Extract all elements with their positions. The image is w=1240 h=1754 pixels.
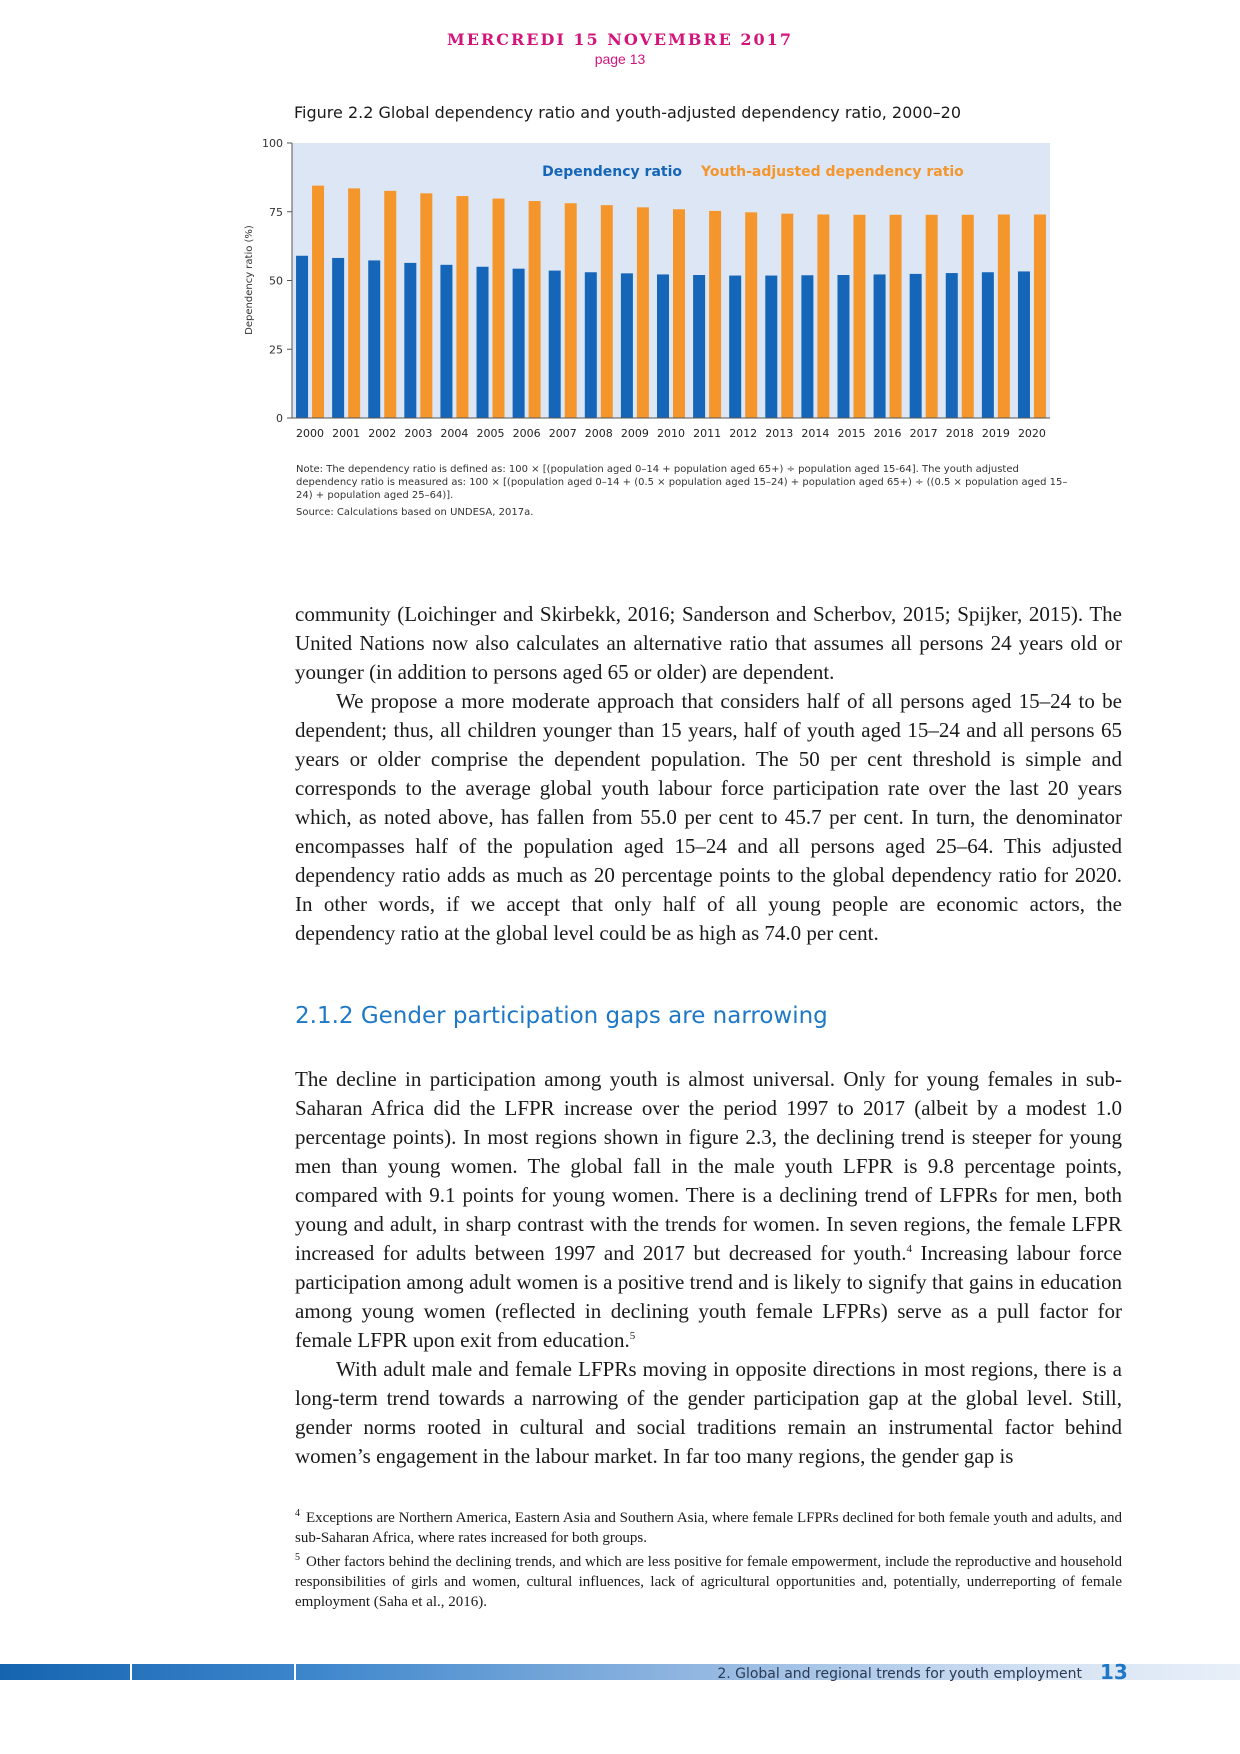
- x-tick-label: 2012: [729, 427, 758, 440]
- bar-youth-adjusted-2000: [312, 186, 324, 418]
- footer-page-number: 13: [1100, 1660, 1128, 1684]
- bar-youth-adjusted-2011: [709, 211, 721, 418]
- legend-dependency-ratio: Dependency ratio: [542, 164, 682, 180]
- bar-youth-adjusted-2009: [637, 207, 649, 418]
- bar-dependency-ratio-2018: [946, 273, 958, 418]
- footnote-mark: 5: [295, 1552, 300, 1563]
- footnote-4: [295, 1508, 1122, 1548]
- x-tick-label: 2016: [873, 427, 902, 440]
- bar-dependency-ratio-2015: [837, 275, 849, 418]
- bar-dependency-ratio-2001: [332, 258, 344, 418]
- footer-divider: [130, 1664, 132, 1680]
- x-tick-label: 2014: [801, 427, 830, 440]
- bar-dependency-ratio-2002: [368, 260, 380, 418]
- masthead-date: MERCREDI 15 NOVEMBRE 2017: [447, 30, 793, 49]
- footnotes: [295, 1508, 1122, 1616]
- footnote-ref-4[interactable]: 4: [906, 1243, 912, 1255]
- footnote-text: Other factors behind the declining trends, and which are less positive for female empowerment, include the reproductive and household responsibilities of girls and women, cultural influences, lack of agricultural opportunities and, potentially, underreporting of female employment (Saha et al., 2016).: [295, 1554, 1122, 1610]
- x-tick-label: 2015: [837, 427, 866, 440]
- x-tick-label: 2005: [476, 427, 505, 440]
- paragraph-text: Increasing labour force participation among adult women is a positive trend and is likely to signify that gains in education among young women (reflected in declining youth female LFPRs) serve as a pull factor for female LFPR upon exit from education.: [295, 1241, 1123, 1352]
- bar-dependency-ratio-2019: [982, 272, 994, 418]
- bar-dependency-ratio-2008: [585, 272, 597, 418]
- x-tick-label: 2003: [404, 427, 433, 440]
- bar-dependency-ratio-2000: [296, 256, 308, 418]
- bar-youth-adjusted-2007: [565, 203, 577, 418]
- x-tick-label: 2002: [368, 427, 397, 440]
- bar-dependency-ratio-2013: [765, 276, 777, 418]
- figure-note: [296, 463, 1076, 519]
- bar-dependency-ratio-2012: [729, 276, 741, 418]
- bar-dependency-ratio-2005: [477, 267, 489, 418]
- x-tick-label: 2004: [440, 427, 469, 440]
- section-heading: 2.1.2 Gender participation gaps are narrowing: [295, 1003, 828, 1029]
- paragraph: With adult male and female LFPRs moving in opposite directions in most regions, there is a long-term trend towards a narrowing of the gender participation gap at the global level. Still, gender norms rooted in cultural and social traditions remain an instrumental factor behind women’s engagement in the labour market. In far too many regions, the gender gap is: [295, 1357, 1122, 1468]
- body-block-1: [295, 600, 1122, 948]
- x-tick-label: 2008: [584, 427, 613, 440]
- bar-youth-adjusted-2020: [1034, 215, 1046, 419]
- bar-youth-adjusted-2003: [420, 193, 432, 418]
- bar-dependency-ratio-2014: [801, 275, 813, 418]
- masthead: [0, 30, 1240, 67]
- body-block-2: [295, 1065, 1122, 1471]
- bar-dependency-ratio-2006: [513, 269, 525, 418]
- footnote-mark: 4: [295, 1508, 300, 1519]
- footnote-5: [295, 1552, 1122, 1612]
- y-tick-label: 25: [269, 343, 283, 357]
- paragraph-text: The decline in participation among youth is almost universal. Only for young females in sub-Saharan Africa did the LFPR increase over the period 1997 to 2017 (albeit by a modest 1.0 percentage points). In most regions shown in figure 2.3, the declining trend is steeper for young men than young women. The global fall in the male youth LFPR is 9.8 percentage points, compared with 9.1 points for young women. There is a declining trend of LFPRs for men, both young and adult, in sharp contrast with the trends for women. In seven regions, the female LFPR increased for adults between 1997 and 2017 but decreased for youth.: [295, 1067, 1122, 1265]
- bar-youth-adjusted-2004: [456, 196, 468, 418]
- source-text: Source: Calculations based on UNDESA, 2017a.: [296, 507, 534, 518]
- bar-dependency-ratio-2016: [874, 274, 886, 418]
- bar-youth-adjusted-2018: [962, 215, 974, 418]
- bar-youth-adjusted-2001: [348, 188, 360, 418]
- bar-dependency-ratio-2011: [693, 275, 705, 418]
- x-tick-label: 2013: [765, 427, 794, 440]
- bar-dependency-ratio-2007: [549, 271, 561, 418]
- x-tick-label: 2019: [981, 427, 1010, 440]
- paragraph: community (Loichinger and Skirbekk, 2016; Sanderson and Scherbov, 2015; Spijker, 2015). The United Nations now also calculates an alternative ratio that assumes all persons 24 years old or younger (in addition to persons aged 65 or older) are dependent.: [295, 602, 1122, 684]
- bar-youth-adjusted-2019: [998, 215, 1010, 419]
- paragraph: [295, 1065, 1122, 1355]
- x-tick-label: 2007: [548, 427, 577, 440]
- bar-youth-adjusted-2013: [781, 214, 793, 418]
- y-axis-label: Dependency ratio (%): [244, 225, 255, 335]
- bar-youth-adjusted-2005: [493, 199, 505, 418]
- bar-youth-adjusted-2008: [601, 205, 613, 418]
- bar-dependency-ratio-2020: [1018, 271, 1030, 418]
- footnote-ref-5[interactable]: 5: [629, 1330, 636, 1342]
- y-tick-label: 100: [262, 137, 283, 150]
- y-tick-label: 50: [269, 274, 283, 288]
- masthead-page: page 13: [594, 51, 646, 67]
- legend-youth-adjusted-ratio: Youth-adjusted dependency ratio: [701, 164, 964, 180]
- figure-title: Figure 2.2 Global dependency ratio and youth-adjusted dependency ratio, 2000–20: [294, 103, 961, 122]
- bar-dependency-ratio-2010: [657, 274, 669, 418]
- x-tick-label: 2011: [693, 427, 722, 440]
- x-tick-label: 2001: [332, 427, 361, 440]
- x-tick-label: 2000: [296, 427, 325, 440]
- x-tick-label: 2009: [620, 427, 649, 440]
- bar-dependency-ratio-2017: [910, 274, 922, 418]
- x-tick-label: 2017: [909, 427, 938, 440]
- bar-youth-adjusted-2002: [384, 191, 396, 418]
- bar-youth-adjusted-2015: [853, 215, 865, 418]
- dependency-ratio-chart: [230, 128, 1130, 450]
- paragraph: We propose a more moderate approach that considers half of all persons aged 15–24 to be dependent; thus, all children younger than 15 years, half of youth aged 15–24 and all persons 65 years or older comprise the dependent population. The 50 per cent threshold is simple and corresponds to the average global youth labour force participation rate over the last 20 years which, as noted above, has fallen from 55.0 per cent to 45.7 per cent. In turn, the denominator encompasses half of the population aged 15–24 and all persons aged 25–64. This adjusted dependency ratio adds as much as 20 percentage points to the global dependency ratio for 2020. In other words, if we accept that only half of all young people are economic actors, the dependency ratio at the global level could be as high as 74.0 per cent.: [295, 689, 1122, 945]
- bar-youth-adjusted-2006: [529, 201, 541, 418]
- bar-dependency-ratio-2004: [440, 265, 452, 418]
- bar-dependency-ratio-2003: [404, 263, 416, 418]
- y-tick-label: 0: [276, 412, 283, 425]
- y-tick-label: 75: [269, 205, 283, 219]
- x-tick-label: 2006: [512, 427, 541, 440]
- bar-youth-adjusted-2012: [745, 212, 757, 418]
- footer-divider: [294, 1664, 296, 1680]
- bar-youth-adjusted-2016: [890, 215, 902, 418]
- bar-youth-adjusted-2014: [817, 215, 829, 419]
- bar-youth-adjusted-2010: [673, 209, 685, 418]
- bar-youth-adjusted-2017: [926, 215, 938, 418]
- footnote-text: Exceptions are Northern America, Eastern Asia and Southern Asia, where female LFPRs declined for both female youth and adults, and sub-Saharan Africa, where rates increased for both groups.: [295, 1510, 1122, 1546]
- footer-chapter-label: 2. Global and regional trends for youth employment: [717, 1666, 1082, 1682]
- bar-dependency-ratio-2009: [621, 273, 633, 418]
- note-text: Note: The dependency ratio is defined as: 100 × [(population aged 0–14 + population aged 65+) ÷ population aged 15-64]. The youth adjusted dependency ratio is measured as: 100 × [(population aged 0–14 + (0.5 × population aged 15–24) + population aged 65+) ÷ ((0.5 × population aged 15–24) + population aged 25–64)].: [296, 464, 1068, 501]
- x-tick-label: 2020: [1017, 427, 1046, 440]
- x-tick-label: 2018: [945, 427, 974, 440]
- x-tick-label: 2010: [657, 427, 685, 440]
